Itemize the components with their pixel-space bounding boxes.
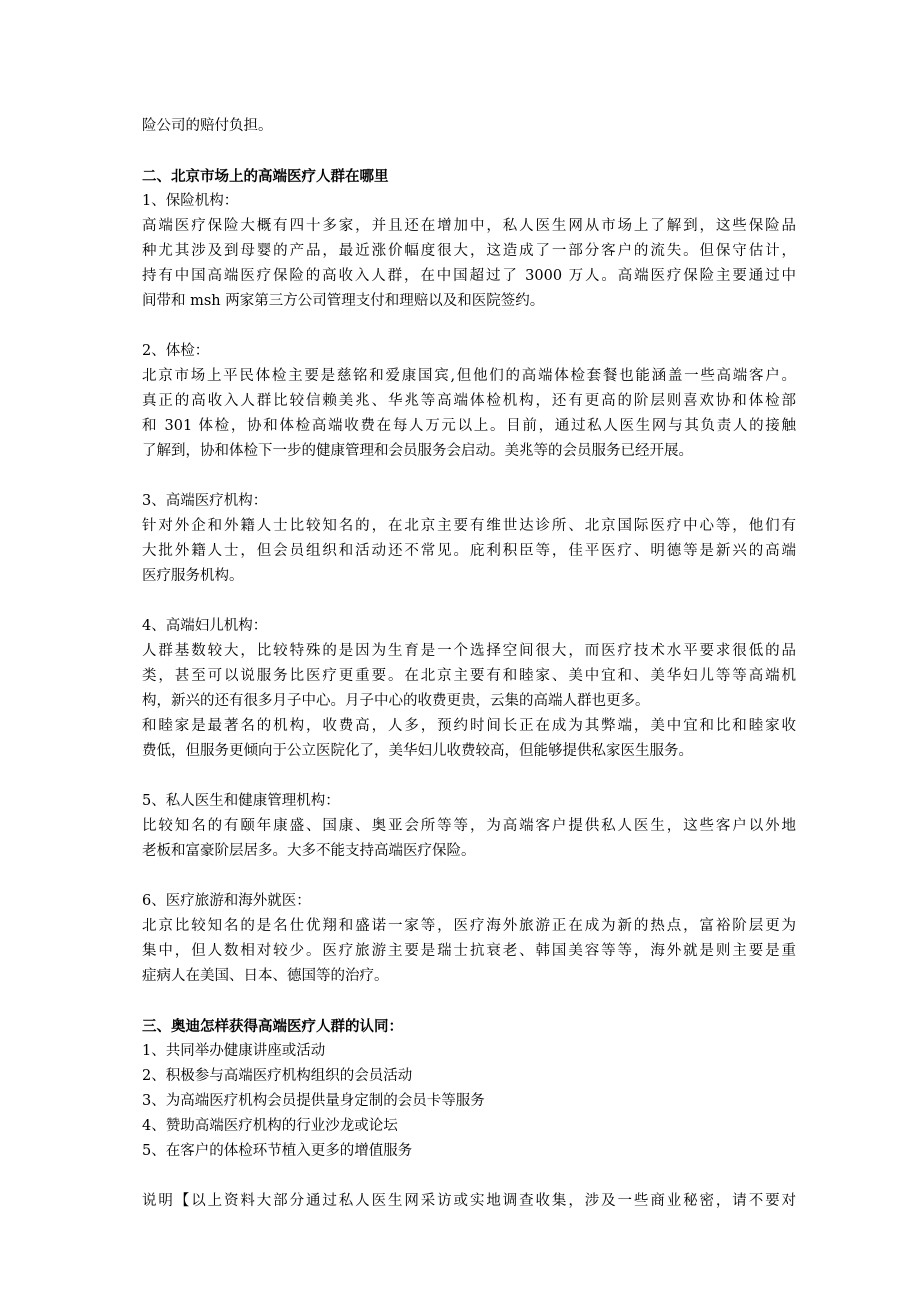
paragraph-line: 种尤其涉及到母婴的产品，最近涨价幅度很大，这造成了一部分客户的流失。但保守估计， <box>142 243 796 259</box>
paragraph-line: 高端医疗保险大概有四十多家，并且还在增加中，私人医生网从市场上了解到，这些保险品 <box>142 218 796 234</box>
item-title-medical-tourism: 6、医疗旅游和海外就医： <box>142 893 311 909</box>
spacer <box>142 1164 802 1189</box>
paragraph-line: 类，甚至可以说服务比医疗更重要。在北京主要有和睦家、美中宜和、美华妇儿等等高端机 <box>142 668 796 684</box>
paragraph-line: 和 301 体检，协和体检高端收费在每人万元以上。目前，通过私人医生网与其负责人的接触 <box>142 418 796 434</box>
spacer <box>142 989 802 1014</box>
note-text: 说明【以上资料大部分通过私人医生网采访或实地调查收集，涉及一些商业秘密，请不要对 <box>142 1193 796 1209</box>
list-item: 4、赞助高端医疗机构的行业沙龙或论坛 <box>142 1118 398 1134</box>
item-title-medical-institutions: 3、高端医疗机构： <box>142 493 268 509</box>
paragraph-line: 北京比较知名的是名仕优翔和盛诺一家等，医疗海外旅游正在成为新的热点，富裕阶层更为 <box>142 918 796 934</box>
item-title-women-children: 4、高端妇儿机构： <box>142 618 268 634</box>
list-item: 1、共同举办健康讲座或活动 <box>142 1043 326 1059</box>
spacer <box>142 764 802 789</box>
list-item: 3、为高端医疗机构会员提供量身定制的会员卡等服务 <box>142 1093 485 1109</box>
list-item: 5、在客户的体检环节植入更多的增值服务 <box>142 1143 413 1159</box>
paragraph-line: 老板和富豪阶层居多。大多不能支持高端医疗保险。 <box>142 843 476 859</box>
paragraph-line: 针对外企和外籍人士比较知名的，在北京主要有维世达诊所、北京国际医疗中心等，他们有 <box>142 518 796 534</box>
paragraph-line: 构，新兴的还有很多月子中心。月子中心的收费更贵，云集的高端人群也更多。 <box>142 693 650 709</box>
paragraph-line: 真正的高收入人群比较信赖美兆、华兆等高端体检机构，还有更高的阶层则喜欢协和体检部 <box>142 393 796 409</box>
intro-tail-text: 险公司的赔付负担。 <box>142 118 273 134</box>
paragraph-line: 医疗服务机构。 <box>142 568 244 584</box>
spacer <box>142 864 802 889</box>
spacer <box>142 589 802 614</box>
paragraph-line: 比较知名的有颐年康盛、国康、奥亚会所等等，为高端客户提供私人医生，这些客户以外地 <box>142 818 796 834</box>
item-title-checkup: 2、体检： <box>142 343 210 359</box>
paragraph-line: 集中，但人数相对较少。医疗旅游主要是瑞士抗衰老、韩国美容等等，海外就是则主要是重 <box>142 943 796 959</box>
paragraph-line: 费低，但服务更倾向于公立医院化了，美华妇儿收费较高，但能够提供私家医生服务。 <box>142 743 693 759</box>
spacer <box>142 139 802 164</box>
paragraph-line: 人群基数较大，比较特殊的是因为生育是一个选择空间很大，而医疗技术水平要求很低的品 <box>142 643 796 659</box>
paragraph-line: 北京市场上平民体检主要是慈铭和爱康国宾,但他们的高端体检套餐也能涵盖一些高端客户。 <box>142 368 796 384</box>
paragraph-line: 了解到，协和体检下一步的健康管理和会员服务会启动。美兆等的会员服务已经开展。 <box>142 443 693 459</box>
paragraph-line: 症病人在美国、日本、德国等的治疗。 <box>142 968 389 984</box>
item-title-private-doctor: 5、私人医生和健康管理机构： <box>142 793 340 809</box>
list-item: 2、积极参与高端医疗机构组织的会员活动 <box>142 1068 413 1084</box>
section3-heading: 三、奥迪怎样获得高端医疗人群的认同： <box>142 1018 403 1035</box>
item-title-insurance: 1、保险机构： <box>142 193 239 209</box>
spacer <box>142 314 802 339</box>
paragraph-line: 间带和 msh 两家第三方公司管理支付和理赔以及和医院签约。 <box>142 293 545 309</box>
spacer <box>142 464 802 489</box>
paragraph-line: 大批外籍人士，但会员组织和活动还不常见。庇利积臣等，佳平医疗、明德等是新兴的高端 <box>142 543 796 559</box>
document-page <box>142 114 802 1214</box>
section2-heading: 二、北京市场上的高端医疗人群在哪里 <box>142 168 389 185</box>
paragraph-line: 和睦家是最著名的机构，收费高，人多，预约时间长正在成为其弊端，美中宜和比和睦家收 <box>142 718 796 734</box>
paragraph-line: 持有中国高端医疗保险的高收入人群，在中国超过了 3000 万人。高端医疗保险主要通过中 <box>142 268 796 284</box>
